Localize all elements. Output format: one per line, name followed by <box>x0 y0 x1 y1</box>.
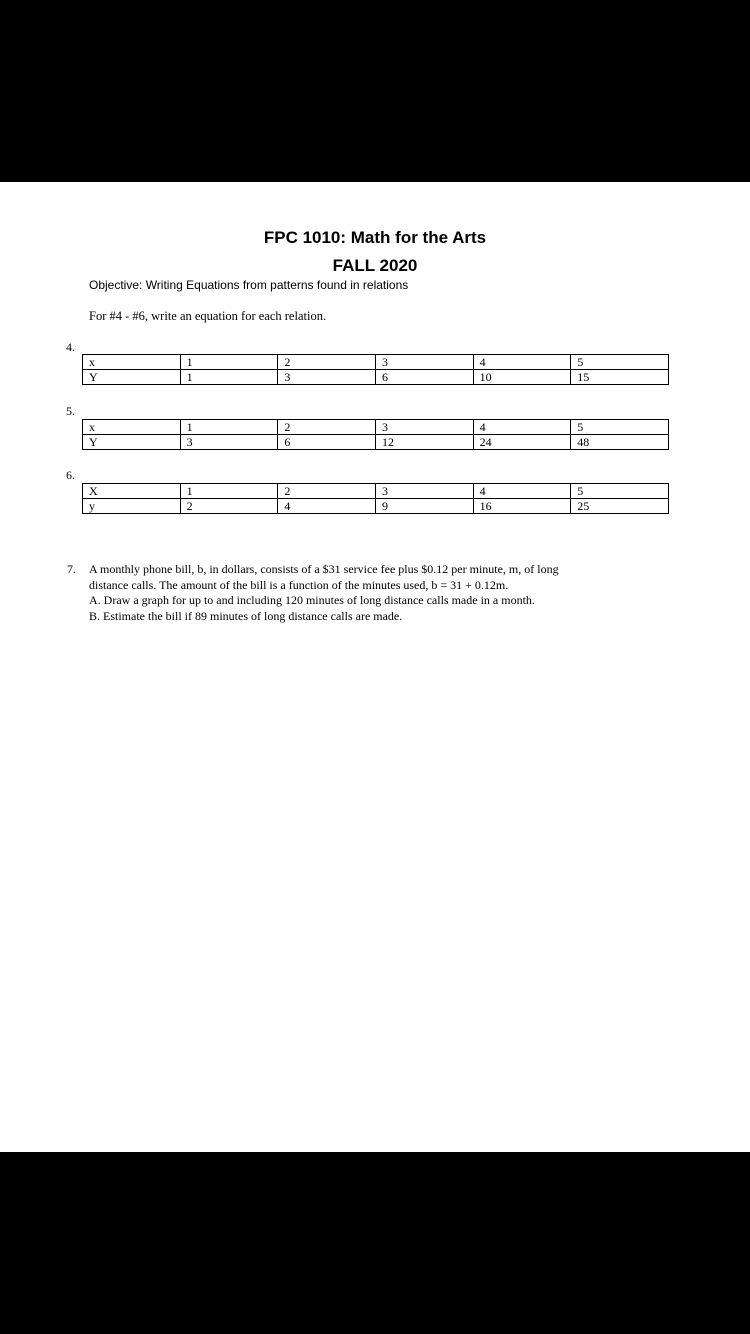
table-cell: 3 <box>375 420 473 435</box>
table-cell: 4 <box>278 499 376 514</box>
instruction-text: For #4 - #6, write an equation for each relation. <box>89 309 327 323</box>
table-cell: 4 <box>473 355 571 370</box>
question-7-part-b: B. Estimate the bill if 89 minutes of long distance calls are made. <box>89 608 403 623</box>
table-cell: 48 <box>571 435 669 450</box>
relation-table-6 <box>82 483 669 514</box>
table-cell: 5 <box>571 420 669 435</box>
table-cell: 6 <box>375 370 473 385</box>
table-row <box>83 370 669 385</box>
relation-table-5 <box>82 419 669 450</box>
table-cell: 3 <box>180 435 278 450</box>
table-cell: X <box>83 484 181 499</box>
table-cell: x <box>83 420 181 435</box>
course-title: FPC 1010: Math for the Arts <box>263 228 487 247</box>
table-cell: 3 <box>375 355 473 370</box>
question-7-number: 7. <box>67 562 76 576</box>
question-4-number: 4. <box>66 340 75 354</box>
table-row <box>83 435 669 450</box>
question-7 <box>67 562 629 624</box>
table-cell: 2 <box>278 420 376 435</box>
table-cell: 6 <box>278 435 376 450</box>
table-cell: 15 <box>571 370 669 385</box>
table-cell: 16 <box>473 499 571 514</box>
table-cell: 3 <box>278 370 376 385</box>
question-7-line-1: A monthly phone bill, b, in dollars, consists of a $31 service fee plus $0.12 per minute, m, of long <box>89 562 559 576</box>
table-cell: 4 <box>473 420 571 435</box>
table-cell: 1 <box>180 420 278 435</box>
table-cell: 5 <box>571 484 669 499</box>
table-cell: Y <box>83 435 181 450</box>
objective-text: Objective: Writing Equations from patterns found in relations <box>89 278 409 292</box>
relation-table-4 <box>82 354 669 385</box>
question-7-part-a: A. Draw a graph for up to and including 120 minutes of long distance calls made in a month. <box>89 593 535 607</box>
table-row <box>83 355 669 370</box>
table-cell: 2 <box>278 484 376 499</box>
table-cell: 9 <box>375 499 473 514</box>
question-5-number: 5. <box>66 404 75 418</box>
table-cell: 2 <box>180 499 278 514</box>
table-cell: 1 <box>180 484 278 499</box>
table-cell: 25 <box>571 499 669 514</box>
table-cell: 5 <box>571 355 669 370</box>
question-7-line-2: distance calls. The amount of the bill is a function of the minutes used, b = 31 + 0.12m. <box>89 577 509 592</box>
table-cell: 1 <box>180 370 278 385</box>
table-cell: 4 <box>473 484 571 499</box>
table-cell: 12 <box>375 435 473 450</box>
table-row <box>83 420 669 435</box>
table-cell: y <box>83 499 181 514</box>
table-cell: Y <box>83 370 181 385</box>
table-cell: 10 <box>473 370 571 385</box>
table-cell: 24 <box>473 435 571 450</box>
table-cell: x <box>83 355 181 370</box>
document-page <box>0 182 750 1152</box>
table-cell: 2 <box>278 355 376 370</box>
table-row <box>83 484 669 499</box>
table-cell: 3 <box>375 484 473 499</box>
question-6-number: 6. <box>66 468 75 482</box>
table-cell: 1 <box>180 355 278 370</box>
term-title: FALL 2020 <box>332 256 418 275</box>
table-row <box>83 499 669 514</box>
